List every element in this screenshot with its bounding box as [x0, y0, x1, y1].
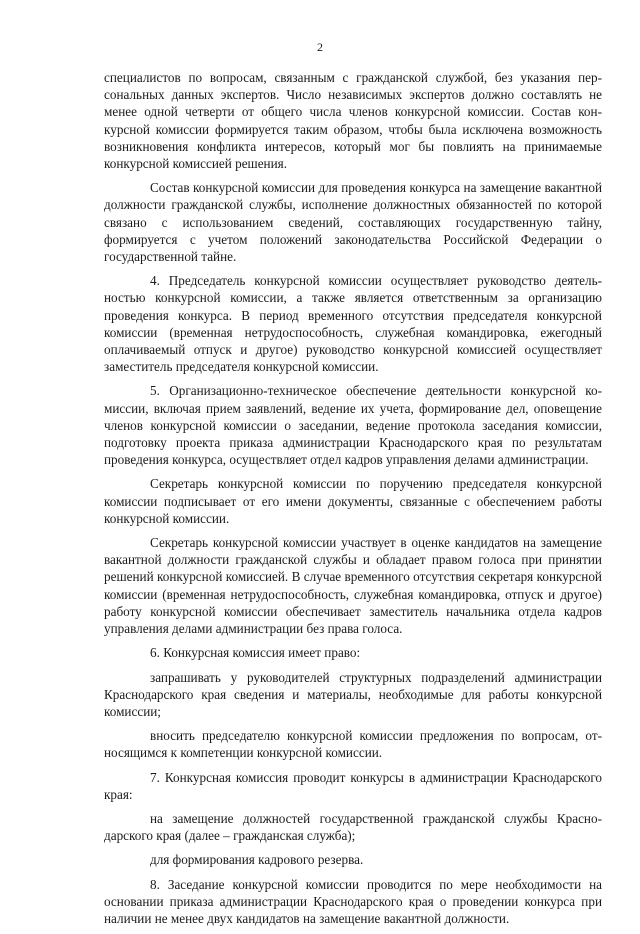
paragraph-right-request-materials: запрашивать у руководителей структурных подразделений администрации Краснодарского края сведения и материалы, необходимые для работы конкурсной комиссии;: [104, 669, 602, 719]
paragraph-secretary-signing: Секретарь конкурсной комиссии по поручению председателя конкурсной комиссии подписывает от его имени документы, связанные с обеспечением работы конкурсной комиссии.: [104, 476, 602, 526]
paragraph-commission-rights: 6. Конкурсная комиссия имеет право:: [150, 645, 361, 661]
paragraph-competitions: 7. Конкурсная комиссия проводит конкурсы в администрации Краснодарского края:: [104, 769, 602, 802]
paragraph-secretary-voting: Секретарь конкурсной комиссии участвует в оценке кандидатов на замещение вакантной должности гражданской службы и обладает правом голоса при принятии решений конкурсной комиссией. В случае временного отсутствия секретаря конкурсной комиссии (временная нетрудоспособность, служебная командировка, отпуск и другое) работу конкурсной комиссии обеспечивает заместитель начальника отдела кадров управления делами администрации без права голоса.: [104, 535, 602, 637]
paragraph-competition-positions: на замещение должностей государственной гражданской службы Краснодарского края (далее – гражданская служба);: [104, 810, 602, 844]
paragraph-organizational-support: 5. Организационно-техническое обеспечение деятельности конкурсной комиссии, включая прием заявлений, ведение их учета, формирование дел, оповещение членов конкурсной комиссии о заседании, ведение протокола заседания комиссии, подготовку проекта приказа администрации Краснодарского края по результатам проведения конкурса, осуществляет отдел кадров управления делами администрации.: [104, 383, 602, 468]
paragraph-expert-composition: специалистов по вопросам, связанным с гражданской службой, без указания персональных данных экспертов. Число независимых экспертов должно составлять не менее одной четверти от общего числа членов конкурсной комиссии. Состав конкурсной комиссии формируется таким образом, чтобы была исключена возможность возникновения конфликта интересов, который мог бы повлиять на принимаемые конкурсной комиссией решения.: [104, 70, 602, 172]
paragraph-state-secret-composition: Состав конкурсной комиссии для проведения конкурса на замещение вакантной должности гражданской службы, исполнение должностных обязанностей по которой связано с использованием сведений, составляющих государственную тайну, формируется с учетом положений законодательства Российской Федерации о государственной тайне.: [104, 180, 602, 265]
page-number: 2: [317, 40, 323, 54]
document-body: [104, 69, 602, 934]
paragraph-meeting-conditions: 8. Заседание конкурсной комиссии проводится по мере необходимости на основании приказа администрации Краснодарского края о проведении конкурса при наличии не менее двух кандидатов на замещение вакантной должности.: [104, 876, 602, 926]
paragraph-chairman-duties: 4. Председатель конкурсной комиссии осуществляет руководство деятельностью конкурсной комиссии, а также является ответственным за организацию проведения конкурса. В период временного отсутствия председателя конкурсной комиссии (временная нетрудоспособность, служебная командировка, ежегодный оплачиваемый отпуск и другое) руководство конкурсной комиссией осуществляет заместитель председателя конкурсной комиссии.: [104, 273, 602, 375]
paragraph-right-submit-proposals: вносить председателю конкурсной комиссии предложения по вопросам, относящимся к компетенции конкурсной комиссии.: [104, 728, 602, 761]
paragraph-competition-reserve: для формирования кадрового резерва.: [150, 852, 364, 868]
